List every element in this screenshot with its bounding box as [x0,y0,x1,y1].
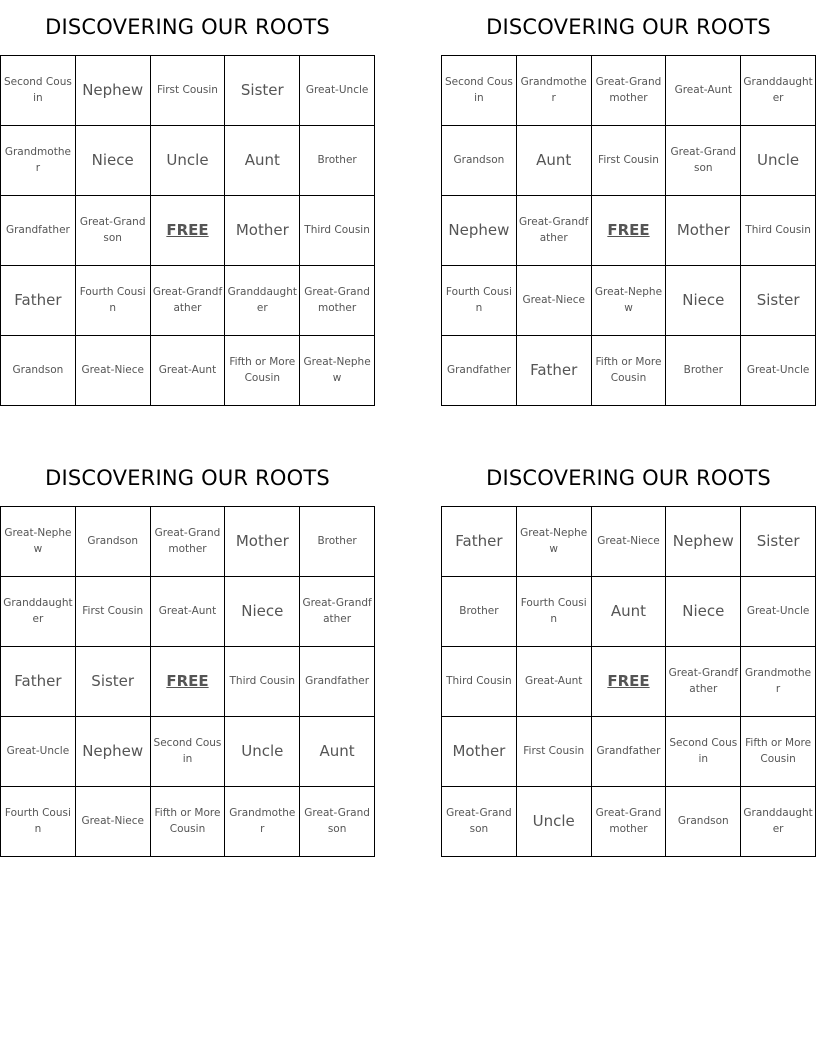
bingo-cell: Third Cousin [442,647,517,717]
bingo-cell: Grandson [76,507,151,577]
bingo-cell: Fourth Cousin [442,266,517,336]
bingo-cell: Third Cousin [741,196,816,266]
bingo-cell: Great-Grandson [442,787,517,857]
bingo-cell: Great-Grandfather [666,647,741,717]
bingo-cell: First Cousin [592,126,667,196]
bingo-cell: Great-Grandmother [151,507,226,577]
bingo-cell: Granddaughter [225,266,300,336]
bingo-cell: Grandmother [1,126,76,196]
bingo-cell: Great-Grandmother [592,787,667,857]
bingo-cell: Uncle [741,126,816,196]
bingo-cell: Grandson [1,336,76,406]
bingo-cell: Great-Aunt [666,56,741,126]
bingo-cell: Grandfather [592,717,667,787]
bingo-cell: Great-Uncle [300,56,375,126]
bingo-cell: Great-Grandmother [300,266,375,336]
bingo-cell: Second Cousin [666,717,741,787]
bingo-cell: Great-Grandson [76,196,151,266]
bingo-cell: Great-Grandmother [592,56,667,126]
bingo-cell: First Cousin [151,56,226,126]
bingo-cell: Aunt [517,126,592,196]
bingo-cell: First Cousin [76,577,151,647]
bingo-cell: Sister [741,266,816,336]
bingo-cell: Fifth or More Cousin [225,336,300,406]
bingo-cell: Great-Grandfather [300,577,375,647]
bingo-cell: Third Cousin [300,196,375,266]
bingo-cell: Mother [225,507,300,577]
bingo-grid [441,55,816,406]
bingo-cell: Second Cousin [1,56,76,126]
card-title: DISCOVERING OUR ROOTS [45,466,330,490]
bingo-cell: Nephew [76,56,151,126]
bingo-cell: Sister [225,56,300,126]
bingo-cell: Grandfather [442,336,517,406]
bingo-cell: Niece [666,577,741,647]
bingo-cell: Nephew [666,507,741,577]
bingo-cell: Mother [225,196,300,266]
bingo-cell: Nephew [76,717,151,787]
bingo-cell: Great-Nephew [517,507,592,577]
bingo-cell: Father [1,647,76,717]
bingo-cell: Great-Uncle [1,717,76,787]
bingo-cell: Uncle [151,126,226,196]
bingo-cell: Fourth Cousin [76,266,151,336]
bingo-cell: Niece [666,266,741,336]
free-space: FREE [592,196,667,266]
card-title: DISCOVERING OUR ROOTS [45,15,330,39]
bingo-cell: Great-Nephew [592,266,667,336]
bingo-cell: First Cousin [517,717,592,787]
bingo-cell: Fourth Cousin [517,577,592,647]
bingo-cell: Fifth or More Cousin [741,717,816,787]
bingo-cell: Uncle [517,787,592,857]
bingo-cell: Great-Niece [76,787,151,857]
bingo-cell: Grandfather [1,196,76,266]
bingo-cell: Grandmother [517,56,592,126]
bingo-cell: Great-Nephew [300,336,375,406]
bingo-cell: Great-Aunt [151,577,226,647]
bingo-grid [0,506,375,857]
bingo-cell: Aunt [300,717,375,787]
bingo-cell: Mother [442,717,517,787]
bingo-grid [441,506,816,857]
bingo-cell: Grandmother [741,647,816,717]
bingo-cell: Father [1,266,76,336]
bingo-cell: Great-Nephew [1,507,76,577]
bingo-cell: Fourth Cousin [1,787,76,857]
bingo-cell: Brother [300,126,375,196]
bingo-cell: Third Cousin [225,647,300,717]
free-space: FREE [592,647,667,717]
bingo-cell: Granddaughter [741,56,816,126]
bingo-cell: Great-Grandson [666,126,741,196]
bingo-cell: Sister [741,507,816,577]
bingo-cell: Aunt [225,126,300,196]
bingo-cell: Mother [666,196,741,266]
bingo-cell: Niece [76,126,151,196]
bingo-cell: Brother [300,507,375,577]
bingo-cell: Grandmother [225,787,300,857]
bingo-cell: Grandson [666,787,741,857]
bingo-grid [0,55,375,406]
bingo-cell: Granddaughter [1,577,76,647]
card-title: DISCOVERING OUR ROOTS [486,466,771,490]
bingo-cell: Fifth or More Cousin [592,336,667,406]
bingo-cell: Nephew [442,196,517,266]
bingo-cell: Great-Uncle [741,577,816,647]
bingo-cell: Grandfather [300,647,375,717]
bingo-cell: Brother [666,336,741,406]
bingo-cell: Second Cousin [151,717,226,787]
bingo-cell: Father [442,507,517,577]
free-space: FREE [151,647,226,717]
bingo-cell: Sister [76,647,151,717]
bingo-cell: Great-Niece [76,336,151,406]
bingo-cell: Great-Uncle [741,336,816,406]
bingo-cell: Great-Grandfather [151,266,226,336]
free-space: FREE [151,196,226,266]
bingo-cell: Great-Aunt [151,336,226,406]
bingo-cell: Great-Grandfather [517,196,592,266]
bingo-cell: Fifth or More Cousin [151,787,226,857]
bingo-cell: Father [517,336,592,406]
bingo-cell: Grandson [442,126,517,196]
bingo-cell: Great-Niece [517,266,592,336]
card-title: DISCOVERING OUR ROOTS [486,15,771,39]
bingo-cell: Niece [225,577,300,647]
bingo-cell: Great-Grandson [300,787,375,857]
bingo-cell: Granddaughter [741,787,816,857]
bingo-cell: Second Cousin [442,56,517,126]
bingo-cell: Great-Niece [592,507,667,577]
bingo-cell: Aunt [592,577,667,647]
bingo-cell: Brother [442,577,517,647]
bingo-cell: Uncle [225,717,300,787]
bingo-cell: Great-Aunt [517,647,592,717]
